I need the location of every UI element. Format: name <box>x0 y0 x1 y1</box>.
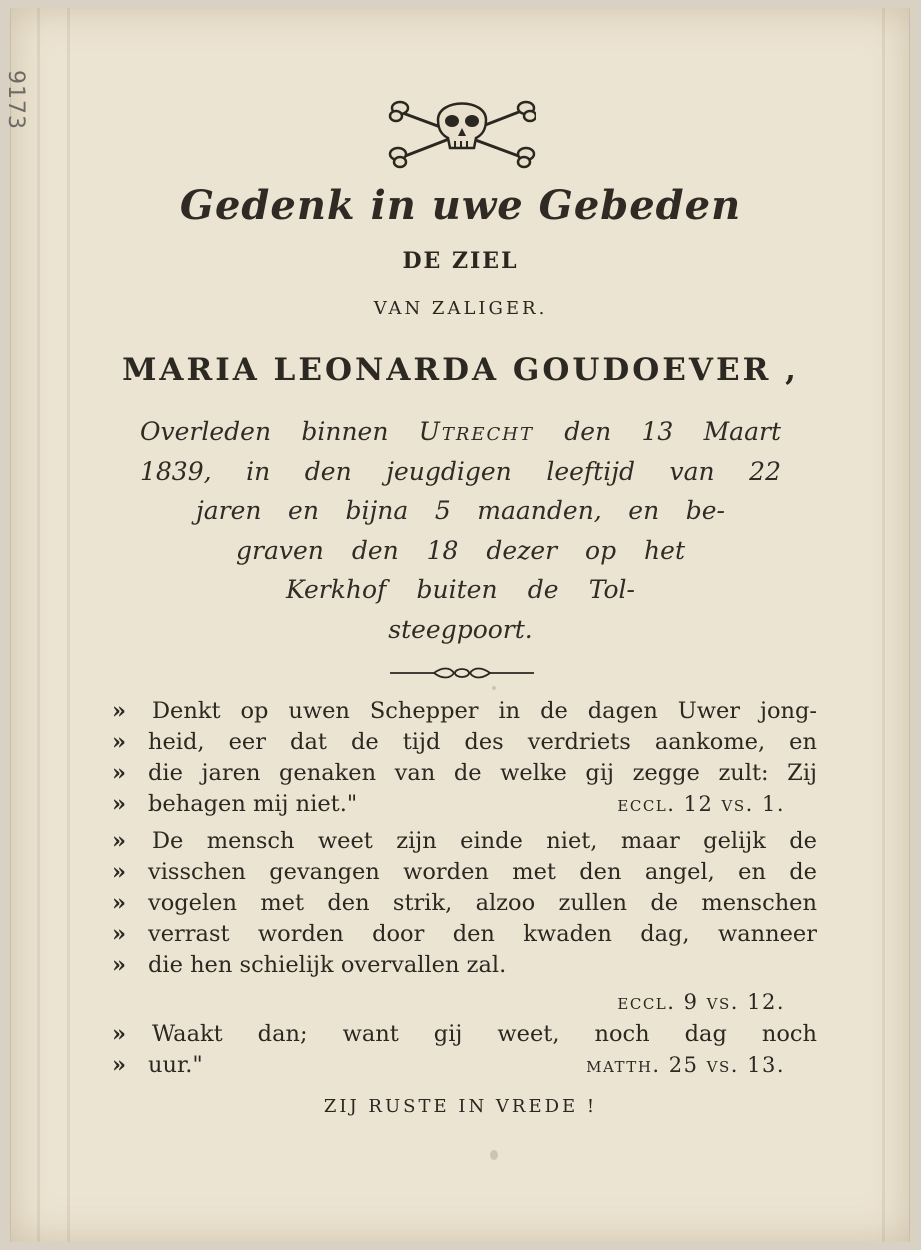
verse-line: » De mensch weet zijn einde niet, maar gelijk de <box>112 828 817 854</box>
notice-line-2: 1839, in den jeugdigen leeftijd van 22 <box>140 456 781 486</box>
zaliger-line: VAN ZALIGER. <box>373 298 548 319</box>
verse-line: » die hen schielijk overvallen zal. <box>112 952 507 978</box>
verse-2 <box>112 826 817 1018</box>
verse-line: » vogelen met den strik, alzoo zullen de menschen <box>112 890 817 916</box>
ornamental-divider <box>388 664 536 682</box>
verse-last-line: » behagen mij niet." eccl. 12 vs. 1. <box>112 789 817 820</box>
verse-line: » Waakt dan; want gij weet, noch dag noch <box>112 1021 817 1047</box>
verse-reference: eccl. 9 vs. 12. <box>617 990 785 1014</box>
notice-line-1: Overleden binnen Utrecht den 13 Maart <box>140 417 781 446</box>
verse-line: » heid, eer dat de tijd des verdriets aankome, en <box>112 729 817 755</box>
death-notice <box>140 412 781 649</box>
archive-number: 9173 <box>3 70 28 130</box>
notice-line-4: graven den 18 dezer op het <box>236 535 685 565</box>
verse-reference: matth. 25 vs. 13. <box>586 1053 785 1077</box>
ziel-line: DE ZIEL <box>402 248 519 274</box>
skull-and-crossbones-icon <box>388 92 536 172</box>
verse-3 <box>112 1019 817 1081</box>
notice-line-6: steegpoort. <box>388 614 533 644</box>
heading: Gedenk in uwe Gebeden <box>179 182 742 229</box>
verse-reference: eccl. 12 vs. 1. <box>617 792 785 816</box>
verse-1 <box>112 696 817 820</box>
closing-line: ZIJ RUSTE IN VREDE ! <box>323 1096 598 1117</box>
city-name: Utrecht <box>418 417 534 446</box>
notice-line-3: jaren en bijna 5 maanden, en be- <box>196 496 725 525</box>
verse-last-line: » uur." matth. 25 vs. 13. <box>112 1050 817 1081</box>
deceased-name: MARIA LEONARDA GOUDOEVER , <box>122 352 799 388</box>
notice-line-5: Kerkhof buiten de Tol- <box>286 575 635 604</box>
verse-line: » die jaren genaken van de welke gij zegge zult: Zij <box>112 760 817 786</box>
verse-line: » visschen gevangen worden met den angel, en de <box>112 859 817 885</box>
verse-line: » Denkt op uwen Schepper in de dagen Uwer jong- <box>112 698 817 724</box>
verse-line: » verrast worden door den kwaden dag, wanneer <box>112 921 817 947</box>
